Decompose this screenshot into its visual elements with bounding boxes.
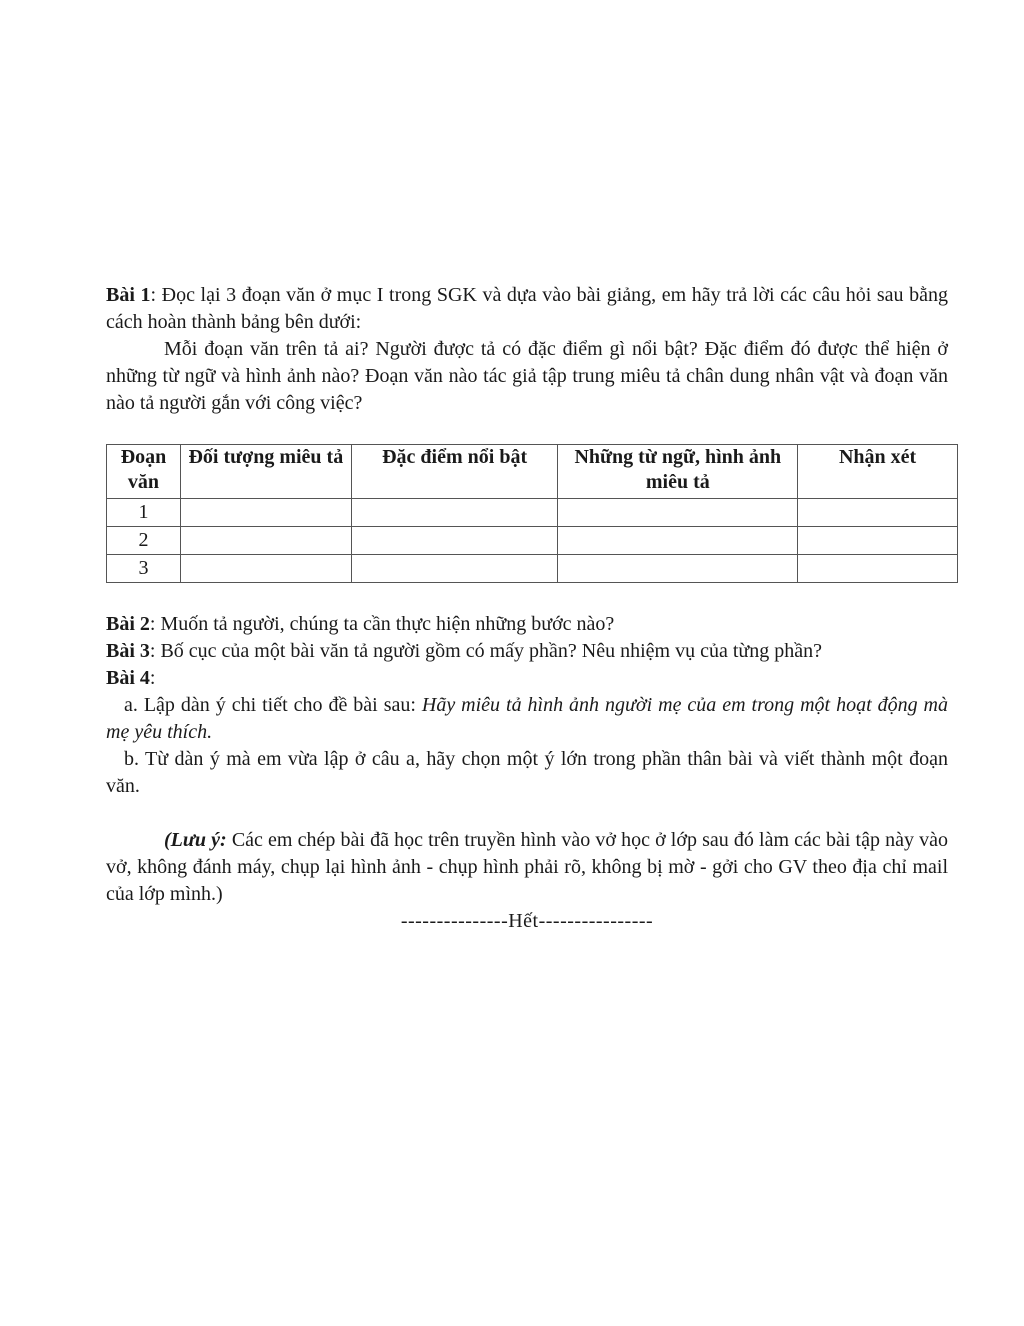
exercise-4 [106,665,948,692]
exercise-4a [106,692,948,746]
exercise-3-label: Bài 3 [106,640,150,662]
exercise-4-colon: : [149,667,156,689]
exercise-1-label: Bài 1 [106,284,151,306]
row-number: 3 [107,555,181,583]
row-number: 1 [107,499,181,527]
exercise-1-questions: Mỗi đoạn văn trên tả ai? Người được tả có đặc điểm gì nổi bật? Đặc điểm đó được thể hiện ở những từ ngữ và hình ảnh nào? Đoạn văn nào tác giả tập trung miêu tả chân dung nhân vật và đoạn văn nào tả người gắn với công việc? [106,338,948,414]
exercise-4b: b. Từ dàn ý mà em vừa lập ở câu a, hãy chọn một ý lớn trong phần thân bài và viết thành một đoạn văn. [106,748,948,797]
exercise-1-intro [106,282,948,336]
answer-table-wrapper [106,444,948,583]
header-features: Đặc điểm nổi bật [351,445,558,499]
table-row [107,527,958,555]
answer-cell[interactable] [558,527,798,555]
answer-cell[interactable] [180,499,351,527]
exercise-3-text: : Bố cục của một bài văn tả người gồm có mấy phần? Nêu nhiệm vụ của từng phần? [149,640,822,662]
exercise-2-label: Bài 2 [106,613,150,635]
worksheet-content [106,282,948,935]
answer-cell[interactable] [558,499,798,527]
table-header-row [107,445,958,499]
table-row [107,555,958,583]
answer-cell[interactable] [180,527,351,555]
answer-table [106,444,958,583]
note-text: Các em chép bài đã học trên truyền hình vào vở học ở lớp sau đó làm các bài tập này vào vở, không đánh máy, chụp lại hình ảnh - chụp hình phải rõ, không bị mờ - gởi cho GV theo địa chỉ mail của lớp mình.) [106,829,948,905]
answer-cell[interactable] [798,499,958,527]
exercise-2-text: : Muốn tả người, chúng ta cần thực hiện những bước nào? [149,613,615,635]
answer-cell[interactable] [798,555,958,583]
spacer [106,583,948,611]
table-row [107,499,958,527]
exercise-4a-topic: Hãy miêu tả hình ảnh người mẹ của em trong một hoạt động mà mẹ yêu thích. [106,694,948,743]
note-paragraph [106,827,948,908]
exercise-4-label: Bài 4 [106,667,150,689]
row-number: 2 [107,527,181,555]
exercise-4a-text: a. Lập dàn ý chi tiết cho đề bài sau: [124,694,422,716]
note-label: (Lưu ý: [164,829,227,851]
exercise-3 [106,638,948,665]
answer-cell[interactable] [351,527,558,555]
header-comments: Nhận xét [798,445,958,499]
exercise-2 [106,611,948,638]
header-subject: Đối tượng miêu tả [180,445,351,499]
header-words-images: Những từ ngữ, hình ảnh miêu tả [558,445,798,499]
answer-cell[interactable] [351,555,558,583]
answer-cell[interactable] [798,527,958,555]
header-passage: Đoạn văn [107,445,181,499]
answer-cell[interactable] [558,555,798,583]
exercise-1-text: : Đọc lại 3 đoạn văn ở mục I trong SGK và dựa vào bài giảng, em hãy trả lời các câu hỏi sau bằng cách hoàn thành bảng bên dưới: [106,284,948,333]
end-marker: ---------------Hết---------------- [400,910,654,932]
answer-cell[interactable] [180,555,351,583]
answer-cell[interactable] [351,499,558,527]
